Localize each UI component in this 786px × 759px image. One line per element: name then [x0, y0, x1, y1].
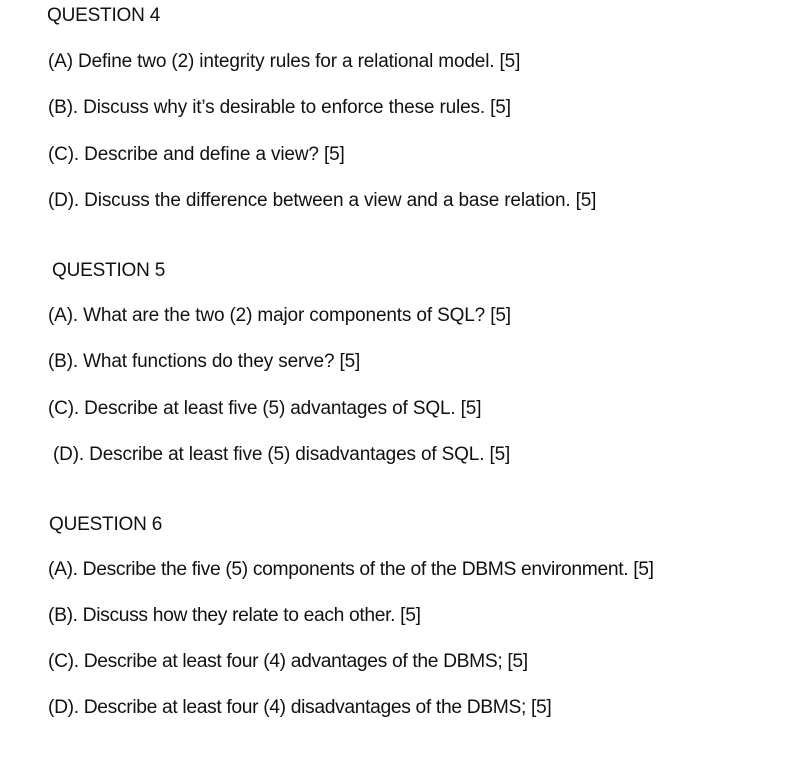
- question-5-item-c: (C). Describe at least five (5) advantages of SQL. [5]: [48, 398, 482, 419]
- question-6-item-c: (C). Describe at least four (4) advantages of the DBMS; [5]: [48, 651, 528, 672]
- question-5-title: QUESTION 5: [52, 260, 166, 281]
- question-5-item-a: (A). What are the two (2) major components of SQL? [5]: [48, 305, 511, 326]
- question-4-item-d: (D). Discuss the difference between a view and a base relation. [5]: [48, 190, 597, 211]
- question-6-item-a: (A). Describe the five (5) components of the of the DBMS environment. [5]: [48, 559, 654, 580]
- question-4-item-c: (C). Describe and define a view? [5]: [48, 144, 345, 165]
- question-5-item-d: (D). Describe at least five (5) disadvantages of SQL. [5]: [53, 444, 511, 465]
- question-4-title: QUESTION 4: [47, 5, 161, 26]
- question-6-title: QUESTION 6: [49, 514, 163, 535]
- question-5-item-b: (B). What functions do they serve? [5]: [48, 351, 361, 372]
- question-4-item-b: (B). Discuss why it’s desirable to enforce these rules. [5]: [48, 97, 511, 118]
- question-4-item-a: (A) Define two (2) integrity rules for a relational model. [5]: [48, 51, 521, 72]
- question-6-item-b: (B). Discuss how they relate to each other. [5]: [48, 605, 421, 626]
- question-6-item-d: (D). Describe at least four (4) disadvantages of the DBMS; [5]: [48, 697, 552, 718]
